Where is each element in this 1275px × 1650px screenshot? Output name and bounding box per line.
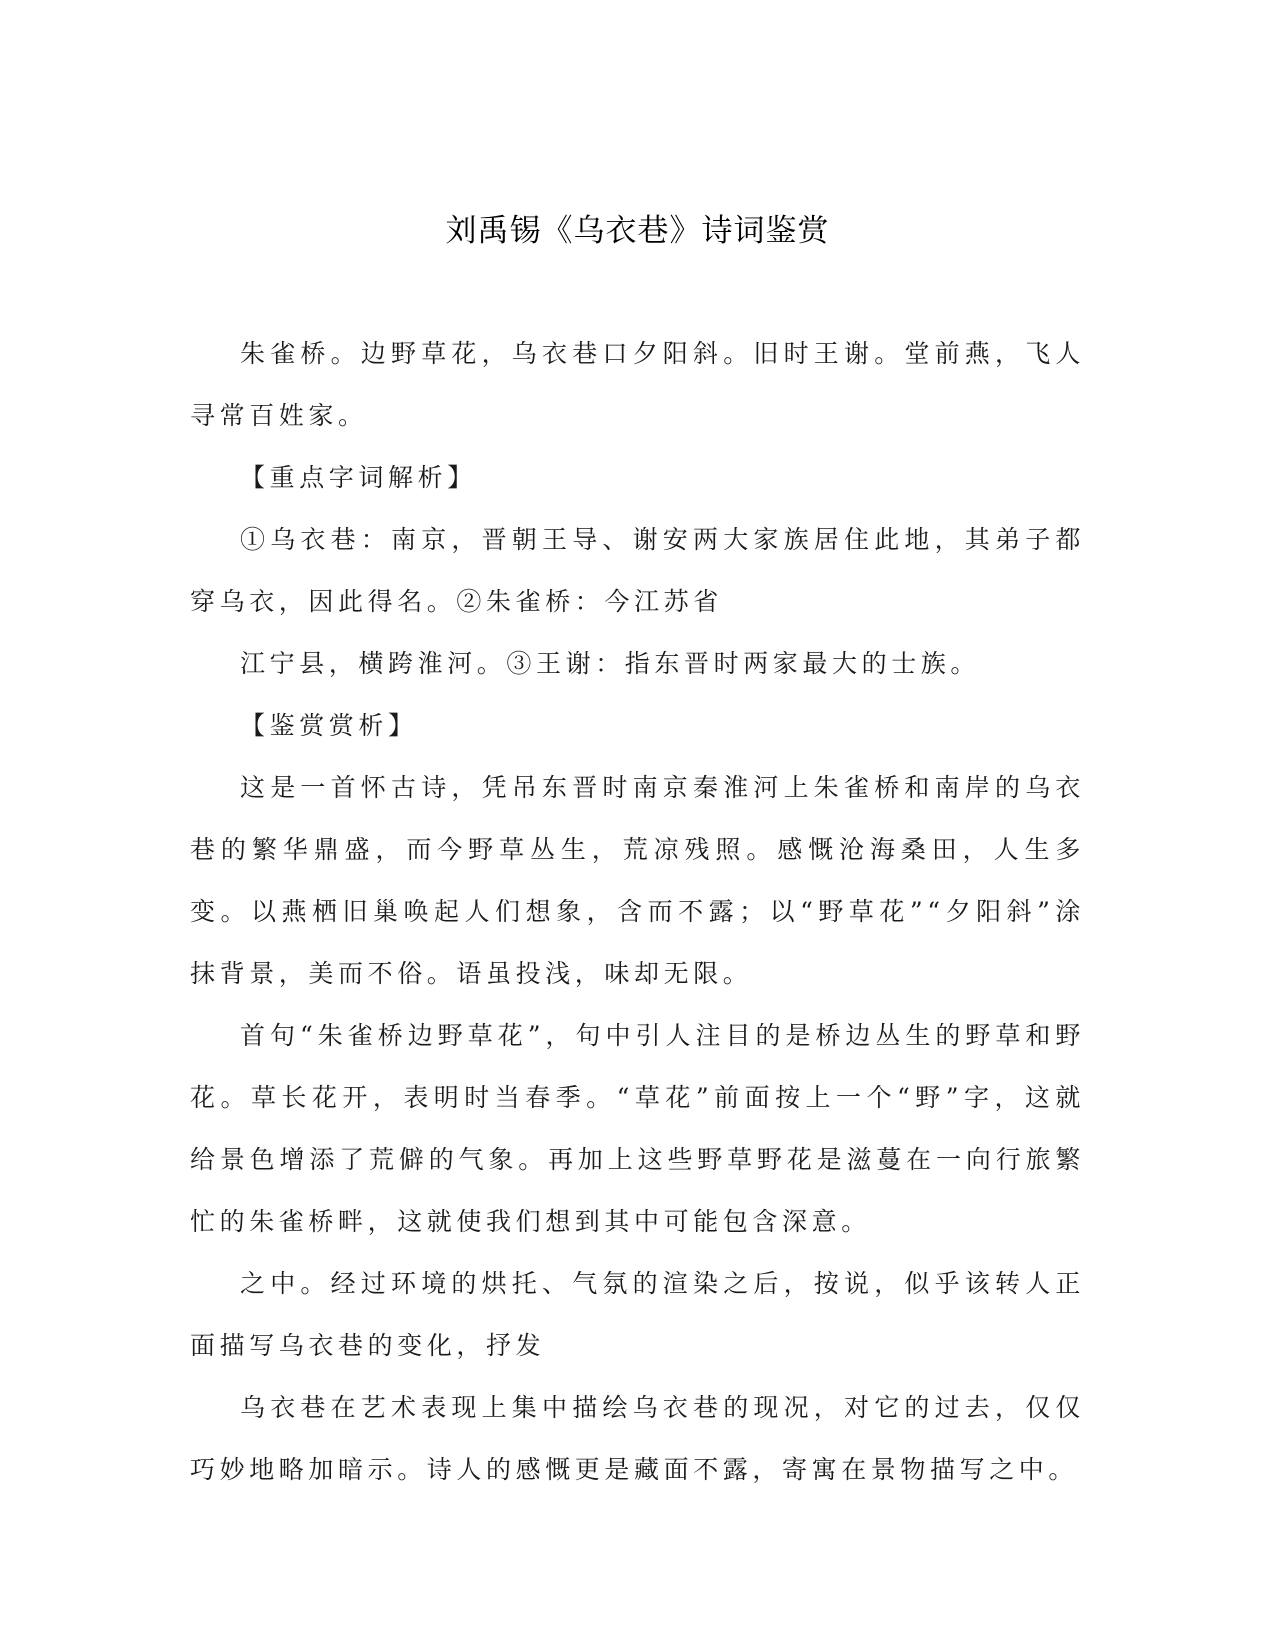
keyword-notes-paragraph: ①乌衣巷：南京，晋朝王导、谢安两大家族居住此地，其弟子都穿乌衣，因此得名。②朱雀桥：今江苏省: [190, 525, 1085, 616]
document-title: 刘禹锡《乌衣巷》诗词鉴赏: [445, 213, 830, 249]
document-body: [190, 323, 1085, 1501]
appreciation-paragraph-4: 乌衣巷在艺术表现上集中描绘乌衣巷的现况，对它的过去，仅仅巧妙地略加暗示。诗人的感慨更是藏面不露，寄寓在景物描写之中。: [190, 1393, 1085, 1484]
appreciation-paragraph-1: 这是一首怀古诗，凭吊东晋时南京秦淮河上朱雀桥和南岸的乌衣巷的繁华鼎盛，而今野草丛生，荒凉残照。感慨沧海桑田，人生多变。以燕栖旧巢唤起人们想象，含而不露；以“野草花”“夕阳斜”涂抹背景，美而不俗。语虽投浅，味却无限。: [190, 773, 1085, 988]
appreciation-paragraph-3: 之中。经过环境的烘托、气氛的渲染之后，按说，似乎该转人正面描写乌衣巷的变化，抒发: [190, 1269, 1085, 1360]
section-heading-appreciation: 【鉴赏赏析】: [240, 711, 418, 740]
section-heading-keywords: 【重点字词解析】: [240, 463, 477, 492]
poem-paragraph: 朱雀桥。边野草花，乌衣巷口夕阳斜。旧时王谢。堂前燕，飞人寻常百姓家。: [190, 339, 1085, 430]
keyword-notes-continued: 江宁县，横跨淮河。③王谢：指东晋时两家最大的士族。: [240, 649, 981, 678]
appreciation-paragraph-2: 首句“朱雀桥边野草花”，句中引人注目的是桥边丛生的野草和野花。草长花开，表明时当春季。“草花”前面按上一个“野”字，这就给景色增添了荒僻的气象。再加上这些野草野花是滋蔓在一向行旅繁忙的朱雀桥畔，这就使我们想到其中可能包含深意。: [190, 1021, 1085, 1236]
